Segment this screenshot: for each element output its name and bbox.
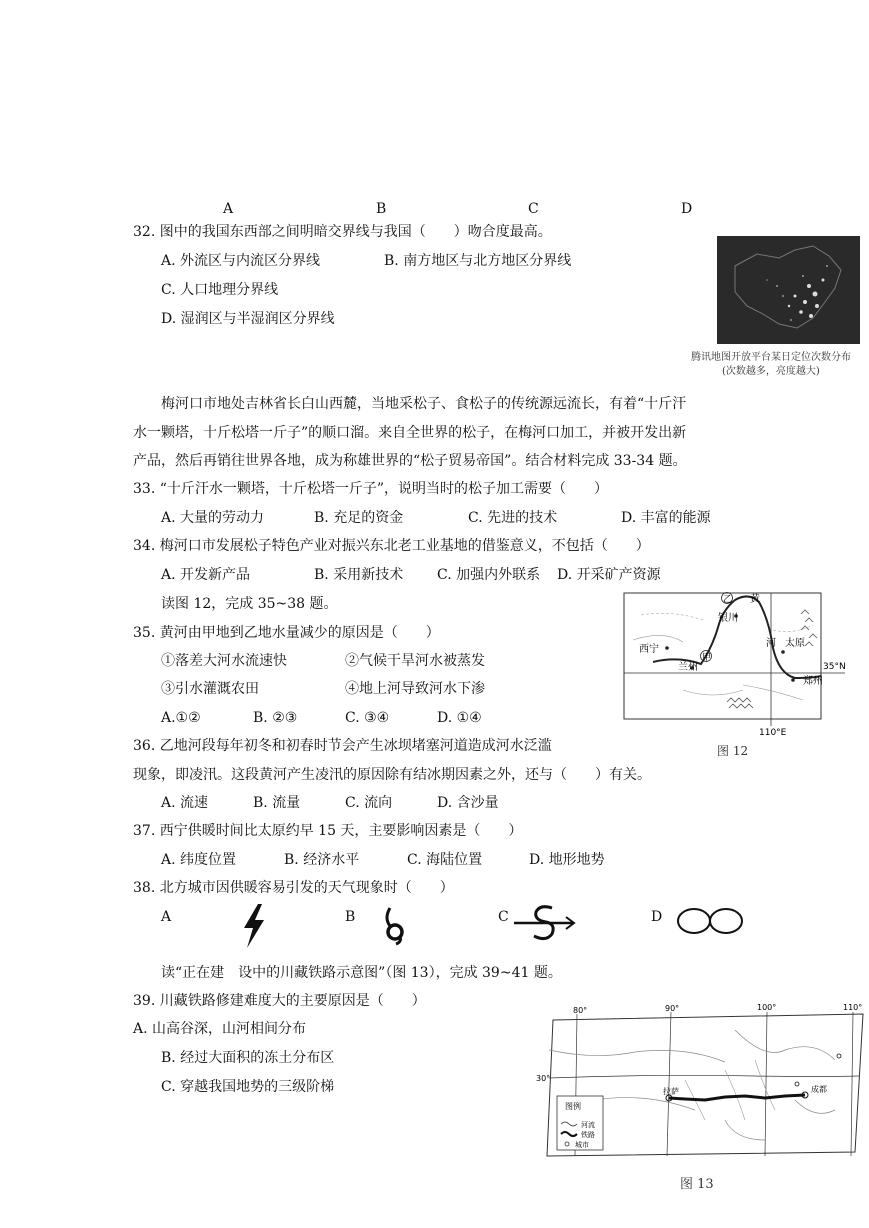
q35-statement-2: ②气候干旱河水被蒸发 [345, 653, 485, 669]
figure12-yellow-river-map [623, 590, 849, 736]
q39-option-b[interactable]: B. 经过大面积的冻土分布区 [161, 1050, 335, 1066]
passage-line1: 梅河口市地处吉林省长白山西麓，当地采松子、食松子的传统源远流长，有着“十斤汗 [161, 396, 687, 412]
q33-stem: 33. “十斤汗水一颗塔，十斤松塔一斤子”，说明当时的松子加工需要（ ） [133, 481, 609, 497]
q33-option-c[interactable]: C. 先进的技术 [468, 510, 558, 526]
label-30: 30° [536, 1074, 551, 1083]
label-lanzhou: 兰州 [678, 662, 698, 673]
q33-option-a[interactable]: A. 大量的劳动力 [161, 510, 265, 526]
legend-title: 图例 [565, 1102, 581, 1111]
q34-stem: 34. 梅河口市发展松子特色产业对振兴东北老工业基地的借鉴意义，不包括（ ） [133, 538, 650, 554]
label-110e: 110°E [759, 728, 787, 736]
lightning-symbol-icon [238, 902, 268, 950]
label-yi: 乙 [723, 595, 733, 605]
label-zhengzhou: 郑州 [803, 676, 823, 687]
image-option-c: C [528, 201, 539, 217]
q39-option-a[interactable]: A. 山高谷深，山河相间分布 [133, 1021, 307, 1037]
q36-option-c[interactable]: C. 流向 [345, 795, 393, 811]
map-caption-line1: 腾讯地图开放平台某日定位次数分布 [691, 352, 851, 363]
q34-option-b[interactable]: B. 采用新技术 [314, 567, 404, 583]
legend-river: 河流 [581, 1121, 595, 1129]
figure12-caption: 图 12 [717, 744, 749, 758]
label-100: 100° [757, 1003, 777, 1012]
passage-line2: 水一颗塔，十斤松塔一斤子”的顺口溜。来自全世界的松子，在梅河口加工，并被开发出新 [133, 425, 687, 441]
q36-stem-line2: 现象，即凌汛。这段黄河产生凌汛的原因除有结冰期因素之外，还与（ ）有关。 [133, 767, 651, 783]
q37-option-b[interactable]: B. 经济水平 [284, 852, 360, 868]
q37-stem: 37. 西宁供暖时间比太原约早 15 天，主要影响因素是（ ） [133, 823, 523, 839]
q34-option-a[interactable]: A. 开发新产品 [161, 567, 251, 583]
image-option-b: B [376, 201, 387, 217]
q37-option-d[interactable]: D. 地形地势 [529, 852, 605, 868]
passage-line3: 产品，然后再销往世界各地，成为称雄世界的“松子贸易帝国”。结合材料完成 33-34 题。 [133, 453, 687, 469]
q34-option-d[interactable]: D. 开采矿产资源 [557, 567, 661, 583]
image-option-d: D [681, 201, 693, 217]
legend-rail: 铁路 [581, 1131, 595, 1139]
q36-option-b[interactable]: B. 流量 [253, 795, 301, 811]
q35-option-a[interactable]: A.①② [161, 710, 201, 726]
q39-option-c[interactable]: C. 穿越我国地势的三级阶梯 [161, 1079, 335, 1095]
label-jia: 甲 [702, 653, 712, 663]
q35-option-c[interactable]: C. ③④ [345, 710, 390, 726]
q36-stem-line1: 36. 乙地河段每年初冬和初春时节会产生冰坝堵塞河道造成河水泛滥 [133, 738, 552, 754]
read-figure12: 读图 12，完成 35~38 题。 [161, 596, 338, 612]
figure13-caption: 图 13 [680, 1177, 714, 1192]
typhoon-symbol-icon [382, 904, 408, 946]
q33-option-b[interactable]: B. 充足的资金 [314, 510, 404, 526]
q35-stem: 35. 黄河由甲地到乙地水量减少的原因是（ ） [133, 625, 440, 641]
q35-statement-1: ①落差大河水流速快 [161, 653, 287, 669]
q37-option-c[interactable]: C. 海陆位置 [407, 852, 483, 868]
china-night-light-map [717, 236, 860, 344]
q38-option-d[interactable]: D [651, 909, 663, 925]
label-chengdu: 成都 [811, 1085, 827, 1094]
label-huang: 黄 [750, 594, 760, 605]
label-110: 110° [843, 1003, 863, 1012]
q35-option-b[interactable]: B. ②③ [253, 710, 298, 726]
q38-option-a[interactable]: A [161, 909, 172, 925]
q36-option-d[interactable]: D. 含沙量 [437, 795, 499, 811]
label-90: 90° [665, 1004, 680, 1013]
q35-statement-4: ④地上河导致河水下渗 [345, 681, 485, 697]
sandstorm-symbol-icon [510, 902, 576, 944]
q38-stem: 38. 北方城市因供暖容易引发的天气现象时（ ） [133, 880, 454, 896]
q38-option-c[interactable]: C [498, 909, 509, 925]
q36-option-a[interactable]: A. 流速 [161, 795, 209, 811]
label-35n: 35°N [823, 662, 846, 672]
label-taiyuan: 太原 [785, 638, 805, 649]
q39-stem: 39. 川藏铁路修建难度大的主要原因是（ ） [133, 993, 426, 1009]
label-he: 河 [766, 638, 776, 649]
q38-option-b[interactable]: B [345, 909, 356, 925]
q37-option-a[interactable]: A. 纬度位置 [161, 852, 237, 868]
q35-option-d[interactable]: D. ①④ [437, 710, 482, 726]
label-lhasa: 拉萨 [663, 1087, 679, 1096]
haze-symbol-icon [675, 906, 745, 936]
q33-option-d[interactable]: D. 丰富的能源 [621, 510, 711, 526]
figure13-railway-map [535, 1000, 865, 1162]
read-figure13: 读“正在建 设中的川藏铁路示意图”（图 13），完成 39~41 题。 [161, 965, 562, 981]
q32-option-c[interactable]: C. 人口地理分界线 [161, 282, 279, 298]
q32-option-b[interactable]: B. 南方地区与北方地区分界线 [384, 253, 572, 269]
legend-city: 城市 [575, 1141, 589, 1149]
q32-option-a[interactable]: A. 外流区与内流区分界线 [161, 253, 321, 269]
label-xining: 西宁 [639, 644, 659, 655]
q34-option-c[interactable]: C. 加强内外联系 [437, 567, 541, 583]
q32-stem: 32. 图中的我国东西部之间明暗交界线与我国（ ）吻合度最高。 [133, 224, 552, 240]
label-80: 80° [573, 1006, 588, 1015]
q35-statement-3: ③引水灌溉农田 [161, 681, 259, 697]
q32-option-d[interactable]: D. 湿润区与半湿润区分界线 [161, 311, 335, 327]
label-yinchuan: 银川 [718, 613, 738, 624]
image-option-a: A [223, 201, 234, 217]
map-caption-line2: (次数越多，亮度越大) [722, 366, 820, 377]
